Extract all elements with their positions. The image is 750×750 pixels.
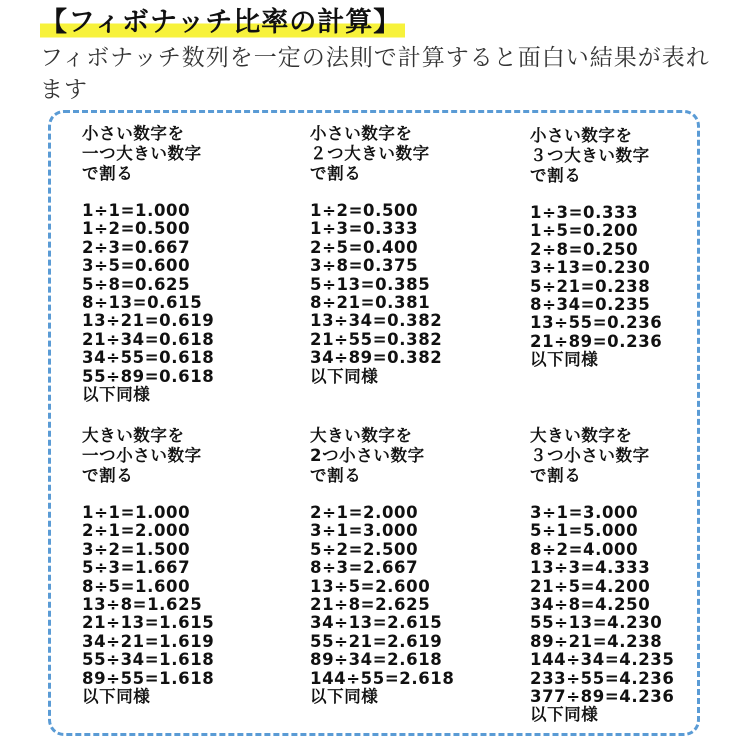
block-footnote: 以下同様 bbox=[530, 350, 599, 370]
ratio-row: 34÷21=1.619 bbox=[82, 631, 215, 651]
ratio-row: 34÷13=2.615 bbox=[310, 613, 443, 633]
ratio-row: 3÷8=0.375 bbox=[310, 256, 419, 276]
ratio-row: 55÷34=1.618 bbox=[82, 650, 215, 670]
block-heading-line: 一つ小さい数字 bbox=[82, 446, 202, 465]
block-heading-line: で割る bbox=[310, 466, 362, 485]
ratio-block-large-by-previous bbox=[82, 426, 214, 706]
block-heading-line: で割る bbox=[82, 466, 134, 485]
ratio-block-large-by-third-previous bbox=[530, 426, 674, 725]
ratio-row: 3÷2=1.500 bbox=[82, 539, 191, 559]
ratio-row: 5÷1=5.000 bbox=[530, 521, 639, 541]
ratio-row: 2÷1=2.000 bbox=[310, 503, 419, 522]
ratio-row: 55÷89=0.618 bbox=[82, 366, 215, 386]
ratio-row: 34÷55=0.618 bbox=[82, 348, 215, 368]
ratio-row: 8÷2=4.000 bbox=[530, 539, 639, 559]
ratio-row: 5÷3=1.667 bbox=[82, 558, 191, 578]
ratio-row: 13÷21=0.619 bbox=[82, 311, 215, 331]
ratio-row: 5÷2=2.500 bbox=[310, 539, 419, 559]
ratio-row: 3÷1=3.000 bbox=[310, 521, 419, 541]
ratio-row: 21÷5=4.200 bbox=[530, 576, 651, 596]
ratio-row: 1÷3=0.333 bbox=[530, 203, 639, 222]
ratio-row: 13÷3=4.333 bbox=[530, 558, 651, 578]
block-footnote: 以下同様 bbox=[82, 687, 151, 707]
block-heading-line: 小さい数字を bbox=[310, 124, 413, 143]
block-heading-line: ３つ大きい数字 bbox=[530, 146, 650, 165]
block-footnote: 以下同様 bbox=[310, 366, 379, 386]
ratio-row: 3÷5=0.600 bbox=[82, 256, 191, 276]
ratio-row: 5÷8=0.625 bbox=[82, 274, 191, 294]
ratio-row: 89÷55=1.618 bbox=[82, 668, 215, 688]
ratio-row: 2÷1=2.000 bbox=[82, 521, 191, 541]
ratio-row: 8÷5=1.600 bbox=[82, 576, 191, 596]
block-heading-line: で割る bbox=[82, 164, 134, 183]
ratio-row: 89÷21=4.238 bbox=[530, 631, 663, 651]
block-heading-line: 大きい数字を bbox=[530, 426, 633, 445]
ratio-block-small-by-next bbox=[82, 124, 214, 404]
ratio-block-small-by-second bbox=[310, 124, 442, 386]
ratio-row: 34÷8=4.250 bbox=[530, 595, 651, 615]
ratio-row: 21÷8=2.625 bbox=[310, 595, 431, 615]
ratio-row: 8÷21=0.381 bbox=[310, 293, 431, 313]
ratio-row: 21÷34=0.618 bbox=[82, 329, 215, 349]
ratio-row: 2÷8=0.250 bbox=[530, 239, 639, 259]
ratio-row: 3÷13=0.230 bbox=[530, 258, 651, 278]
ratio-row: 55÷13=4.230 bbox=[530, 613, 663, 633]
intro-text: フィボナッチ数列を一定の法則で計算すると面白い結果が表れます bbox=[40, 45, 710, 103]
ratio-row: 13÷5=2.600 bbox=[310, 576, 431, 596]
ratio-row: 13÷34=0.382 bbox=[310, 311, 443, 331]
ratio-row: 377÷89=4.236 bbox=[530, 687, 675, 707]
ratio-row: 21÷89=0.236 bbox=[530, 331, 663, 351]
block-heading-line: ２つ大きい数字 bbox=[310, 144, 430, 163]
ratio-row: 8÷34=0.235 bbox=[530, 295, 651, 315]
ratio-row: 21÷55=0.382 bbox=[310, 329, 443, 349]
page-title: 【フィボナッチ比率の計算】 bbox=[40, 6, 405, 40]
block-heading-line: 大きい数字を bbox=[82, 426, 185, 445]
ratio-row: 233÷55=4.236 bbox=[530, 668, 675, 688]
ratio-row: 8÷3=2.667 bbox=[310, 558, 419, 578]
ratio-row: 1÷1=1.000 bbox=[82, 201, 191, 220]
block-footnote: 以下同様 bbox=[82, 385, 151, 405]
ratio-row: 1÷5=0.200 bbox=[530, 221, 639, 241]
block-heading-line: で割る bbox=[310, 164, 362, 183]
ratio-row: 1÷3=0.333 bbox=[310, 219, 419, 239]
block-heading-line: 小さい数字を bbox=[82, 124, 185, 143]
block-heading-line: 一つ大きい数字 bbox=[82, 144, 202, 163]
ratio-block-large-by-second-previous bbox=[310, 426, 454, 706]
ratio-row: 1÷2=0.500 bbox=[82, 219, 191, 239]
block-heading-line: 2つ小さい数字 bbox=[310, 446, 425, 465]
ratio-row: 1÷2=0.500 bbox=[310, 201, 419, 220]
ratio-row: 55÷21=2.619 bbox=[310, 631, 443, 651]
ratio-row: 3÷1=3.000 bbox=[530, 503, 639, 522]
ratio-row: 89÷34=2.618 bbox=[310, 650, 443, 670]
ratio-row: 2÷5=0.400 bbox=[310, 237, 419, 257]
ratio-row: 5÷13=0.385 bbox=[310, 274, 431, 294]
ratio-row: 8÷13=0.615 bbox=[82, 293, 203, 313]
block-heading-line: で割る bbox=[530, 466, 582, 485]
ratio-block-small-by-third bbox=[530, 126, 662, 370]
ratio-row: 13÷8=1.625 bbox=[82, 595, 203, 615]
ratio-row: 1÷1=1.000 bbox=[82, 503, 191, 522]
ratio-row: 2÷3=0.667 bbox=[82, 237, 191, 257]
ratio-row: 5÷21=0.238 bbox=[530, 276, 651, 296]
block-heading-line: 大きい数字を bbox=[310, 426, 413, 445]
block-heading-line: で割る bbox=[530, 166, 582, 185]
ratio-row: 21÷13=1.615 bbox=[82, 613, 215, 633]
ratio-row: 13÷55=0.236 bbox=[530, 313, 663, 333]
ratio-row: 144÷55=2.618 bbox=[310, 668, 455, 688]
block-heading-line: ３つ小さい数字 bbox=[530, 446, 650, 465]
block-heading-line: 小さい数字を bbox=[530, 126, 633, 145]
ratio-row: 34÷89=0.382 bbox=[310, 348, 443, 368]
ratio-row: 144÷34=4.235 bbox=[530, 650, 675, 670]
block-footnote: 以下同様 bbox=[530, 705, 599, 725]
block-footnote: 以下同様 bbox=[310, 687, 379, 707]
